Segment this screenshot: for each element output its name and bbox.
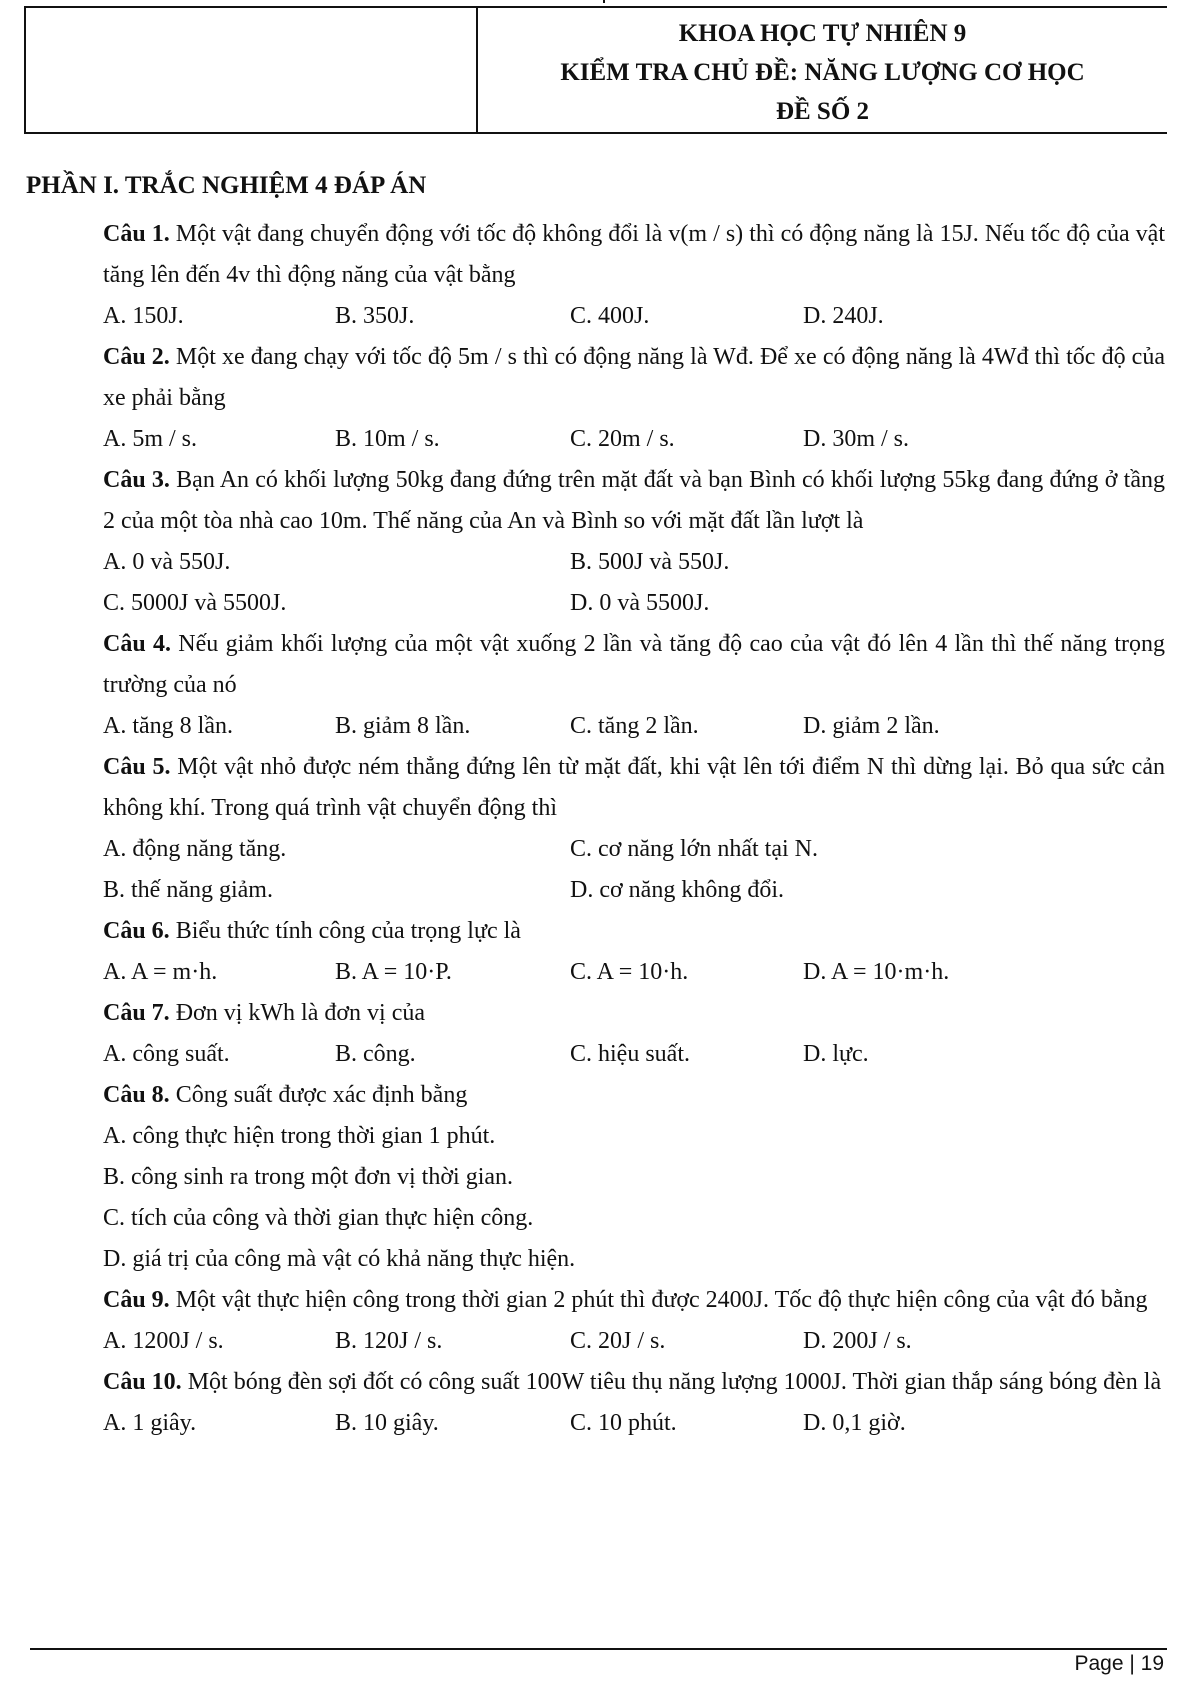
question-2: [103, 337, 1165, 460]
option-a: A. A = m·h.: [103, 959, 218, 985]
exam-number: ĐỀ SỐ 2: [775, 98, 870, 125]
header-tick: [603, 0, 605, 3]
question-6: [103, 911, 1165, 993]
question-number: Câu 4.: [103, 631, 171, 657]
option-d: D. A = 10·m·h.: [803, 959, 950, 985]
question-text: Một xe đang chạy với tốc độ 5m / s thì có động năng là Wđ. Để xe có động năng là 4Wđ thì tốc độ của xe phải bằng: [103, 344, 1165, 411]
page-number: Page | 19: [1074, 1652, 1164, 1675]
subject-title: KHOA HỌC TỰ NHIÊN 9: [678, 20, 967, 47]
option-c: C. 5000J và 5500J.: [103, 590, 287, 616]
question-number: Câu 2.: [103, 344, 170, 370]
question-10: [103, 1362, 1165, 1444]
option-a: A. 150J.: [103, 303, 184, 329]
option-d: D. 0 và 5500J.: [570, 590, 710, 616]
option-a: A. động năng tăng.: [103, 836, 287, 862]
header-title-block: [478, 8, 1167, 131]
option-d: D. giá trị của công mà vật có khả năng thực hiện.: [103, 1246, 576, 1272]
question-7: [103, 993, 1165, 1075]
option-c: C. 20m / s.: [570, 426, 675, 452]
option-b: B. A = 10·P.: [335, 959, 452, 985]
option-b: B. giảm 8 lần.: [335, 713, 471, 739]
question-number: Câu 10.: [103, 1369, 182, 1395]
question-8: [103, 1075, 1165, 1280]
option-c: C. hiệu suất.: [570, 1041, 690, 1067]
option-a: A. 1 giây.: [103, 1410, 197, 1436]
option-c: C. 400J.: [570, 303, 650, 329]
question-text: Biểu thức tính công của trọng lực là: [169, 918, 521, 944]
option-b: B. 10m / s.: [335, 426, 440, 452]
option-c: C. tăng 2 lần.: [570, 713, 699, 739]
question-text: Một vật đang chuyển động với tốc độ không đổi là v(m / s) thì có động năng là 15J. Nếu tốc độ của vật tăng lên đến 4v thì động năng của vật bằng: [103, 221, 1166, 288]
section-title: PHẦN I. TRẮC NGHIỆM 4 ĐÁP ÁN: [26, 172, 427, 199]
option-d: D. lực.: [803, 1041, 869, 1067]
question-1: [103, 214, 1165, 337]
option-d: D. 200J / s.: [803, 1328, 912, 1354]
option-b: B. 500J và 550J.: [570, 549, 730, 575]
question-text: Đơn vị kWh là đơn vị của: [169, 1000, 426, 1026]
question-number: Câu 8.: [103, 1082, 170, 1108]
option-d: D. 0,1 giờ.: [803, 1410, 906, 1436]
question-number: Câu 3.: [103, 467, 170, 493]
option-b: B. công.: [335, 1041, 416, 1067]
question-4: [103, 624, 1165, 747]
option-c: C. 10 phút.: [570, 1410, 677, 1436]
question-number: Câu 6.: [103, 918, 170, 944]
option-a: A. 5m / s.: [103, 426, 198, 452]
question-number: Câu 9.: [103, 1287, 170, 1313]
option-d: D. 30m / s.: [803, 426, 910, 452]
question-5: [103, 747, 1165, 911]
option-b: B. thế năng giảm.: [103, 877, 273, 903]
option-c: C. A = 10·h.: [570, 959, 689, 985]
question-text: Bạn An có khối lượng 50kg đang đứng trên mặt đất và bạn Bình có khối lượng 55kg đang đứng ở tầng 2 của một tòa nhà cao 10m. Thế năng của An và Bình so với mặt đất lần lượt là: [103, 467, 1165, 534]
question-9: [103, 1280, 1165, 1362]
option-d: D. cơ năng không đổi.: [570, 877, 784, 903]
option-b: B. công sinh ra trong một đơn vị thời gian.: [103, 1164, 514, 1190]
footer-rule: [30, 1648, 1167, 1650]
question-list: [103, 214, 1165, 1444]
option-d: D. 240J.: [803, 303, 884, 329]
question-text: Nếu giảm khối lượng của một vật xuống 2 lần và tăng độ cao của vật đó lên 4 lần thì thế năng trọng trường của nó: [103, 631, 1165, 698]
option-c: C. tích của công và thời gian thực hiện công.: [103, 1205, 534, 1231]
test-topic-title: KIỂM TRA CHỦ ĐỀ: NĂNG LƯỢNG CƠ HỌC: [560, 59, 1085, 86]
question-number: Câu 7.: [103, 1000, 170, 1026]
question-number: Câu 5.: [103, 754, 171, 780]
option-a: A. 1200J / s.: [103, 1328, 224, 1354]
question-text: Một vật nhỏ được ném thẳng đứng lên từ mặt đất, khi vật lên tới điểm N thì dừng lại. Bỏ qua sức cản không khí. Trong quá trình vật chuyển động thì: [103, 754, 1165, 821]
question-text: Một vật thực hiện công trong thời gian 2 phút thì được 2400J. Tốc độ thực hiện công của vật đó bằng: [169, 1287, 1148, 1313]
option-a: A. tăng 8 lần.: [103, 713, 233, 739]
option-a: A. công thực hiện trong thời gian 1 phút.: [103, 1123, 496, 1149]
question-text: Công suất được xác định bằng: [169, 1082, 468, 1108]
question-3: [103, 460, 1165, 624]
option-d: D. giảm 2 lần.: [803, 713, 940, 739]
option-a: A. 0 và 550J.: [103, 549, 231, 575]
option-b: B. 10 giây.: [335, 1410, 439, 1436]
question-text: Một bóng đèn sợi đốt có công suất 100W tiêu thụ năng lượng 1000J. Thời gian thắp sáng bóng đèn là: [181, 1369, 1162, 1395]
option-b: B. 120J / s.: [335, 1328, 443, 1354]
header-box: [24, 6, 1167, 134]
option-a: A. công suất.: [103, 1041, 230, 1067]
question-number: Câu 1.: [103, 221, 170, 247]
option-b: B. 350J.: [335, 303, 415, 329]
option-c: C. 20J / s.: [570, 1328, 666, 1354]
option-c: C. cơ năng lớn nhất tại N.: [570, 836, 819, 862]
